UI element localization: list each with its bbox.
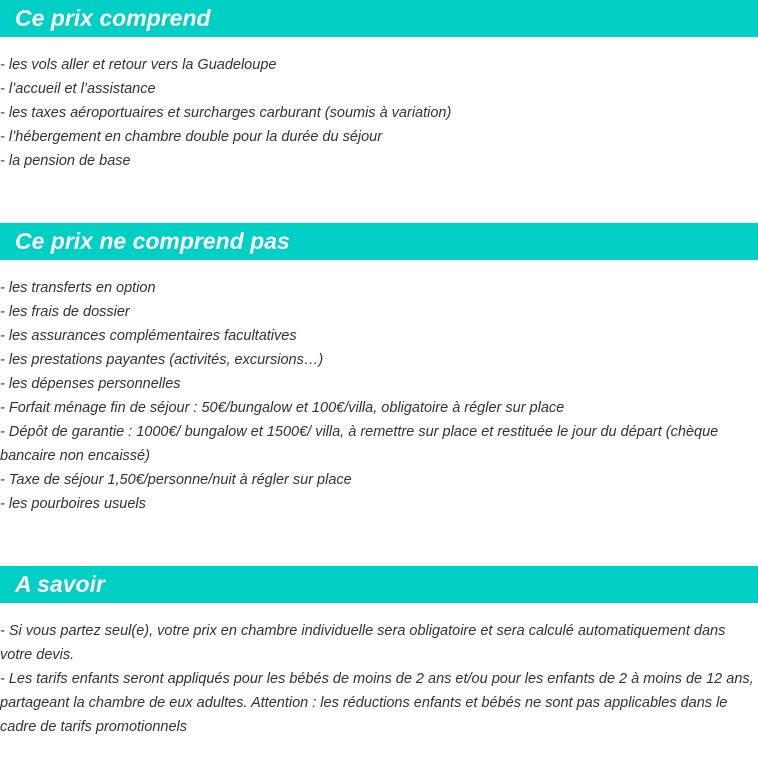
list-item: - les taxes aéroportuaires et surcharges carburant (soumis à variation) xyxy=(0,105,452,121)
section-header xyxy=(0,0,758,37)
section-header xyxy=(0,223,758,260)
section-title: Ce prix ne comprend pas xyxy=(15,228,290,254)
section-title: Ce prix comprend xyxy=(15,5,211,31)
included-list xyxy=(0,37,758,173)
list-item: - Les tarifs enfants seront appliqués pour les bébés de moins de 2 ans et/ou pour les enfants de 2 à moins de 12 ans, partageant la chambre de eux adultes. Attention : les réductions enfants et bébés ne sont pas applicables dans le cadre de tarifs promotionnels xyxy=(0,671,754,735)
section-header xyxy=(0,566,758,603)
list-item: - Si vous partez seul(e), votre prix en chambre individuelle sera obligatoire et sera calculé automatiquement dans votre devis. xyxy=(0,623,726,663)
list-item: - les assurances complémentaires facultatives xyxy=(0,328,297,344)
list-item: - les pourboires usuels xyxy=(0,496,146,512)
list-item: - Dépôt de garantie : 1000€/ bungalow et 1500€/ villa, à remettre sur place et restituée le jour du départ (chèque bancaire non encaissé) xyxy=(0,424,719,464)
section-good-to-know xyxy=(0,566,758,739)
list-item: - Forfait ménage fin de séjour : 50€/bungalow et 100€/villa, obligatoire à régler sur place xyxy=(0,400,565,416)
list-item: - les vols aller et retour vers la Guadeloupe xyxy=(0,57,277,73)
list-item: - Taxe de séjour 1,50€/personne/nuit à régler sur place xyxy=(0,472,352,488)
info-list xyxy=(0,603,758,739)
list-item: - la pension de base xyxy=(0,153,131,169)
section-price-includes xyxy=(0,0,758,173)
section-title: A savoir xyxy=(15,571,105,597)
list-item: - les prestations payantes (activités, excursions…) xyxy=(0,352,324,368)
excluded-list xyxy=(0,260,758,516)
list-item: - les transferts en option xyxy=(0,280,156,296)
list-item: - les frais de dossier xyxy=(0,304,130,320)
list-item: - l’hébergement en chambre double pour la durée du séjour xyxy=(0,129,383,145)
section-price-excludes xyxy=(0,223,758,516)
list-item: - les dépenses personnelles xyxy=(0,376,181,392)
list-item: - l’accueil et l’assistance xyxy=(0,81,156,97)
